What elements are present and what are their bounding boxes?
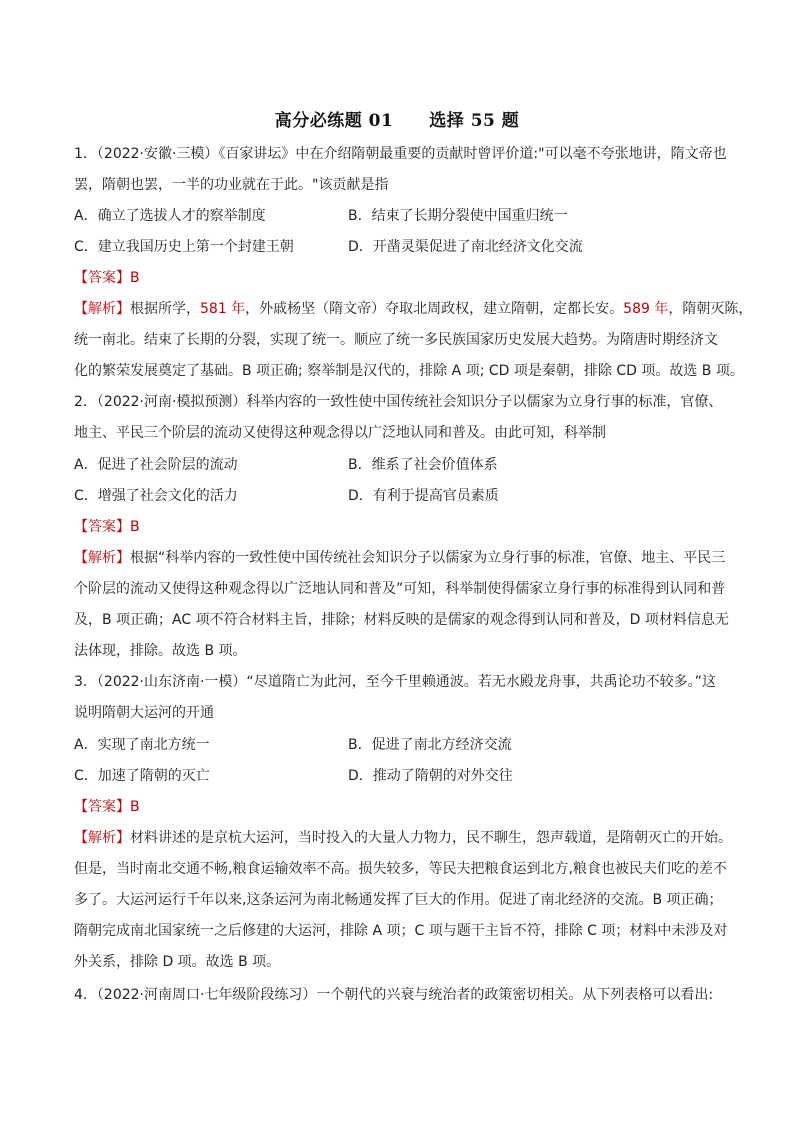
analysis-line: 法体现，排除。故选 B 项。 <box>74 643 247 659</box>
option-d: D．开凿灵渠促进了南北经济文化交流 <box>348 239 583 255</box>
question-stem-line: 2．（2022·河南·模拟预测）科举内容的一致性使中国传统社会知识分子以儒家为立身行事的标准，官僚、 <box>74 394 723 410</box>
option-d: D．推动了隋朝的对外交往 <box>348 768 513 784</box>
analysis-label: 【解析】 <box>74 550 130 566</box>
analysis-line <box>74 829 732 847</box>
analysis-line: 隋朝完成南北国家统一之后修建的大运河，排除 A 项；C 项与题干主旨不符，排除 C 项；材料中未涉及对 <box>74 923 728 939</box>
question-stem-line: 4．（2022·河南周口·七年级阶段练习）一个朝代的兴衰与统治者的政策密切相关。从下列表格可以看出: <box>74 987 714 1003</box>
question-stem-line: 罢，隋朝也罢，一半的功业就在于此。"该贡献是指 <box>74 177 389 193</box>
analysis-line: 化的繁荣发展奠定了基础。B 项正确; 察举制是汉代的，排除 A 项; CD 项是秦朝，排除 CD 项。故选 B 项。 <box>74 363 744 379</box>
analysis-line: 个阶层的流动又使得这种观念得以广泛地认同和普及”可知，科举制使得儒家立身行事的标准得到认同和普 <box>74 581 726 597</box>
answer-label: 【答案】 <box>74 519 130 535</box>
option-a: A．实现了南北方统一 <box>74 737 210 753</box>
analysis-label: 【解析】 <box>74 301 130 317</box>
option-c: C．加速了隋朝的灭亡 <box>74 768 210 784</box>
answer-label: 【答案】 <box>74 799 130 815</box>
question-stem-line: 3．（2022·山东济南·一模）“尽道隋亡为此河，至今千里赖通波。若无水殿龙舟事，共禹论功不较多。”这 <box>74 674 716 690</box>
analysis-text: ，外戚杨坚（隋文帝）夺取北周政权，建立隋朝，定都长安。 <box>245 301 624 317</box>
analysis-line: 多了。大运河运行千年以来,这条运河为南北畅通发挥了巨大的作用。促进了南北经济的交流。B 项正确； <box>74 892 723 908</box>
question-stem-line: 1．（2022·安徽·三模）《百家讲坛》中在介绍隋朝最重要的贡献时曾评价道:"可以毫不夸张地讲，隋文帝也 <box>74 146 727 162</box>
analysis-line <box>74 300 752 318</box>
option-b: B．结束了长期分裂使中国重归统一 <box>348 208 568 224</box>
answer-label: 【答案】 <box>74 270 130 286</box>
analysis-label: 【解析】 <box>74 830 130 846</box>
option-b: B．维系了社会价值体系 <box>348 457 498 473</box>
title-main: 高分必练题 01 <box>274 111 394 131</box>
analysis-text: ，隋朝灭陈， <box>668 301 753 317</box>
page-title <box>0 106 794 131</box>
answer-value: B <box>130 799 140 815</box>
answer-line <box>74 269 140 287</box>
analysis-line: 及，B 项正确；AC 项不符合材料主旨，排除；材料反映的是儒家的观念得到认同和普及，D 项材料信息无 <box>74 612 729 628</box>
title-sub: 选择 55 题 <box>429 111 520 131</box>
analysis-line: 但是，当时南北交通不畅,粮食运输效率不高。损失较多，等民夫把粮食运到北方,粮食也被民夫们吃的差不 <box>74 861 727 877</box>
analysis-line <box>74 549 725 567</box>
option-a: A．促进了社会阶层的流动 <box>74 457 238 473</box>
option-c: C．增强了社会文化的活力 <box>74 488 238 504</box>
answer-value: B <box>130 519 140 535</box>
analysis-line: 外关系，排除 D 项。故选 B 项。 <box>74 954 281 970</box>
option-b: B．促进了南北方经济交流 <box>348 737 512 753</box>
analysis-year: 589 年 <box>623 301 669 317</box>
answer-value: B <box>130 270 140 286</box>
question-stem-line: 地主、平民三个阶层的流动又使得这种观念得以广泛地认同和普及。由此可知，科举制 <box>74 425 606 441</box>
answer-line <box>74 798 140 816</box>
analysis-line: 统一南北。结束了长期的分裂，实现了统一。顺应了统一多民族国家历史发展大趋势。为隋唐时期经济文 <box>74 332 718 348</box>
analysis-text: 材料讲述的是京杭大运河，当时投入的大量人力物力，民不聊生，怨声载道，是隋朝灭亡的开始。 <box>130 830 732 846</box>
analysis-text: 根据所学， <box>130 301 200 317</box>
analysis-text: 根据“科举内容的一致性使中国传统社会知识分子以儒家为立身行事的标准，官僚、地主、平民三 <box>130 550 726 566</box>
option-c: C．建立我国历史上第一个封建王朝 <box>74 239 294 255</box>
option-a: A．确立了选拔人才的察举制度 <box>74 208 266 224</box>
question-stem-line: 说明隋朝大运河的开通 <box>74 705 214 721</box>
analysis-year: 581 年 <box>200 301 246 317</box>
option-d: D．有利于提高官员素质 <box>348 488 499 504</box>
answer-line <box>74 518 140 536</box>
